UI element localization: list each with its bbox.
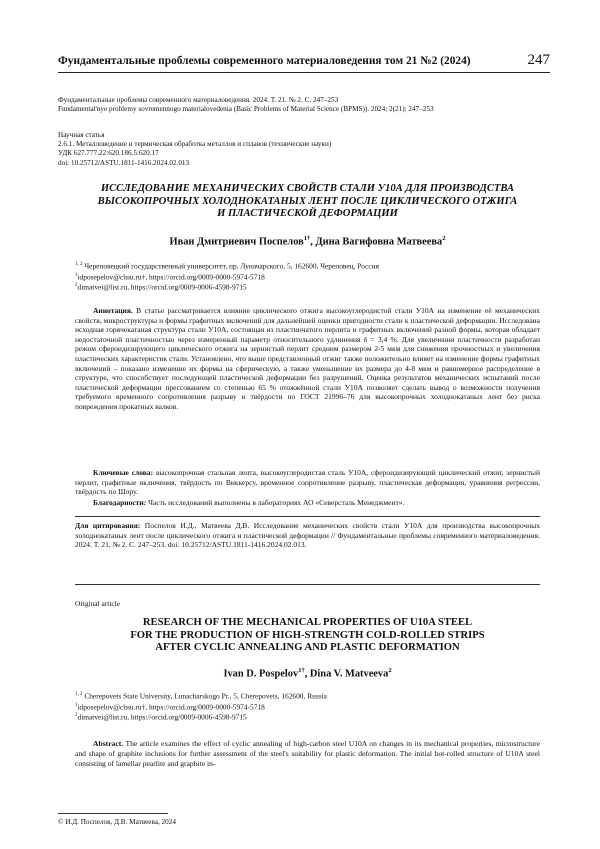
divider xyxy=(75,516,540,517)
author-affiliation-mark: 2 xyxy=(442,235,446,242)
abstract-label: Аннотация. xyxy=(93,306,133,315)
affiliation-line xyxy=(75,711,540,722)
affiliation-mark: 1, 2 xyxy=(75,692,83,697)
en-title-line: AFTER CYCLIC ANNEALING AND PLASTIC DEFORMATION xyxy=(155,642,460,654)
ru-acknowledgements xyxy=(75,498,540,508)
keywords-text: высокопрочная стальная лента, высокоуглеродистая сталь У10А, сфероидизирующий циклический отжиг, зернистый перлит, графитные включения, твёрдость по Виккерсу, временное сопротивление разрыву, пластическая деформация, уравнения регрессии, твёрдость по Шору. xyxy=(75,468,540,497)
affiliation-text: Cherepovets State University, Lunacharskogo Pr., 5, Cherepovets, 162600, Russia xyxy=(84,691,327,701)
ru-title-line: ВЫСОКОПРОЧНЫХ ХОЛОДНОКАТАНЫХ ЛЕНТ ПОСЛЕ ЦИКЛИЧЕСКОГО ОТЖИГА xyxy=(97,195,518,207)
ru-abstract xyxy=(75,306,540,412)
citation-label: Для цитирования: xyxy=(75,521,141,530)
article-type: Научная статья xyxy=(58,131,105,139)
affiliation-line xyxy=(75,281,540,292)
affiliation-mark: 2 xyxy=(75,283,78,289)
author-affiliation-mark: 2 xyxy=(388,667,392,674)
copyright-notice: © И.Д. Поспелов, Д.В. Матвеева, 2024 xyxy=(58,818,176,826)
en-authors xyxy=(75,667,540,679)
divider xyxy=(75,584,540,585)
affiliation-text: idposepelov@chsu.ru†, https://orcid.org/0009-0000-5974-5718 xyxy=(77,272,265,282)
affiliation-text: dimatvei@list.ru, https://orcid.org/0009-0006-4598-9715 xyxy=(77,282,247,292)
affiliation-text: idposepelov@chsu.ru†, https://orcid.org/0009-0000-5974-5718 xyxy=(77,702,265,712)
citation-lines xyxy=(58,96,540,114)
affiliation-mark: 2 xyxy=(75,713,78,719)
en-title-line: RESEARCH OF THE MECHANICAL PROPERTIES OF U10A STEEL xyxy=(142,617,473,628)
author-affiliation-mark: 1† xyxy=(298,667,305,674)
abstract-text: The article examines the effect of cyclic annealing of high-carbon steel U10A on changes in its mechanical properties, microstructure and shape of graphite inclusions for further assessment of the steel's suitability for plastic deformation. The initial hot-rolled structure of U10A steel consisting of lamellar pearlite and graphite in- xyxy=(75,739,540,768)
citation-text: Поспелов И.Д., Матвеева Д.В. Исследование механических свойств стали У10А для производства высокопрочных холоднокатаных лент после циклического отжига и пластической деформации // Фундаментальные проблемы современного материаловедения. 2024. Т. 21, № 2. С. 247–253. doi: 10.25712/ASTU.1811-1416.2024.02.013. xyxy=(75,521,540,550)
author-name: Dina V. Matveeva xyxy=(309,668,389,680)
author-name: Дина Вагифовна Матвеева xyxy=(315,236,443,248)
en-affiliations xyxy=(75,690,540,722)
affiliation-line xyxy=(75,690,540,701)
en-abstract xyxy=(75,739,540,769)
affiliation-line xyxy=(75,701,540,712)
ru-affiliations xyxy=(75,260,540,292)
keywords-label: Ключевые слова: xyxy=(93,468,154,477)
author-name: Иван Дмитриевич Поспелов xyxy=(169,236,304,248)
ru-title xyxy=(75,183,540,221)
ru-title-line: И ПЛАСТИЧЕСКОЙ ДЕФОРМАЦИИ xyxy=(217,208,398,220)
article-doi: doi: 10.25712/ASTU.1811-1416.2024.02.013 xyxy=(58,158,190,167)
affiliation-line xyxy=(75,271,540,282)
author-name: Ivan D. Pospelov xyxy=(223,668,299,680)
ru-title-line: ИССЛЕДОВАНИЕ МЕХАНИЧЕСКИХ СВОЙСТВ СТАЛИ У10А ДЛЯ ПРОИЗВОДСТВА xyxy=(100,183,515,194)
abstract-text: В статье рассматривается влияние циклического отжига высокоуглеродистой стали У10А на изменение её механических свойств, микроструктуры и формы графитных включений для дальнейшей оценки пригодности стали к пластической деформации. Исследована исходная горячекатаная структура стали У10А, состоящая из пластинчатого перлита и графитных включений разной формы, которая обладает недостаточной пластичностью через измеренный параметр относительного удлинения δ = 3,4 %. Для увеличения пластичности разработан режим сфероидизирующего циклического отжига на зернистый перлит средним размером 2-5 мкм для снижения прочностных и увеличения пластических характеристик стали. Установлено, что выше представленный отжиг также положительно влияет на изменение формы графитных включений – показано изменение их формы на сферическую, а также уменьшение их размера до 4-8 мкм и равномерное распределение в структуре, что способствует последующей пластической деформации без разрушений. Оценка результатов механических испытаний после пластической деформации прессованием со степенью 65 % отожжённой стали У10А позволяет сделать вывод о возможности получения требуемого временного сопротивления разрыву и твёрдости по ГОСТ 21996–76 для высокопрочных холоднокатаных лент без риска повреждения прокатных валков. xyxy=(75,306,540,411)
affiliation-line xyxy=(75,260,540,271)
ru-authors xyxy=(75,235,540,247)
affiliation-text: dimatvei@list.ru, https://orcid.org/0009-0006-4598-9715 xyxy=(77,712,247,722)
running-header xyxy=(58,52,550,73)
en-article-type: Original article xyxy=(75,599,120,608)
page-number: 247 xyxy=(527,52,550,68)
citation-en: Fundamental'nye problemy sovremennogo materialovedenia (Basic Problems of Material Science (BPMS)). 2024; 2(21): 247–253 xyxy=(58,105,434,114)
acknowledgements-label: Благодарности: xyxy=(93,498,147,507)
affiliation-mark: 1, 2 xyxy=(75,262,83,267)
footnote-divider xyxy=(58,813,168,814)
article-udc: УДК 627.777.22:620.186.5:620.17 xyxy=(58,149,159,158)
author-separator: , xyxy=(310,236,316,248)
affiliation-mark: 1 xyxy=(75,702,78,708)
acknowledgements-text: Часть исследований выполнены в лабораториях АО «Северсталь Менеджмент». xyxy=(148,498,405,507)
journal-title: Фундаментальные проблемы современного материаловедения том 21 №2 (2024) xyxy=(58,55,471,67)
author-separator: , xyxy=(304,668,310,680)
ru-keywords xyxy=(75,468,540,497)
en-title xyxy=(75,617,540,655)
author-affiliation-mark: 1† xyxy=(303,235,311,242)
abstract-label: Abstract. xyxy=(93,739,124,748)
article-meta xyxy=(58,131,540,168)
article-specialty: 2.6.1. Металловедение и термическая обработка металлов и сплавов (технические науки) xyxy=(58,140,332,149)
en-title-line: FOR THE PRODUCTION OF HIGH-STRENGTH COLD-ROLLED STRIPS xyxy=(130,629,485,641)
citation-ru: Фундаментальные проблемы современного материаловедения. 2024. Т. 21. № 2. С. 247–253 xyxy=(58,96,339,104)
affiliation-text: Череповецкий государственный университет, пр. Луначарского, 5, 162600, Череповец, Россия xyxy=(84,261,380,271)
ru-citation xyxy=(75,521,540,550)
affiliation-mark: 1 xyxy=(75,272,78,278)
